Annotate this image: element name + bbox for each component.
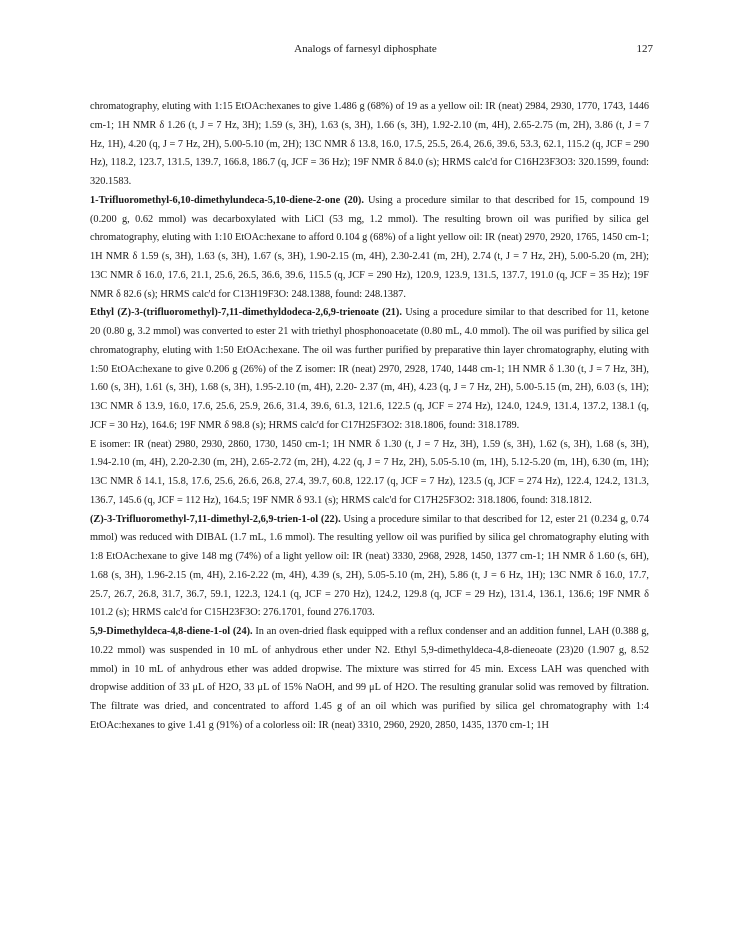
paragraph-compound-21 (90, 304, 649, 435)
page-number: 127 (636, 43, 653, 55)
paragraph-heading: 1-Trifluoromethyl-6,10-dimethylundeca-5,10-diene-2-one (20). (90, 194, 364, 206)
running-title: Analogs of farnesyl diphosphate (294, 43, 437, 55)
paragraph-heading: (Z)-3-Trifluoromethyl-7,11-dimethyl-2,6,9-trien-1-ol (22). (90, 513, 341, 525)
paragraph-heading: Ethyl (Z)-3-(trifluoromethyl)-7,11-dimethyldodeca-2,6,9-trienoate (21). (90, 307, 402, 319)
paragraph-text: In an oven-dried flask equipped with a reflux condenser and an addition funnel, LAH (0.388 g, 10.22 mmol) was suspended in 10 mL of anhydrous ether under N2. Ethyl 5,9-dimethyldeca-4,8-dieneoate (23)20 (1.907 g, 8.52 mmol) in 10 mL of anhydrous ether was added dropwise. The mixture was stirred for 45 min. Excess LAH was quenched with dropwise addition of 33 μL of H2O, 33 μL of 15% NaOH, and 99 μL of H2O. The resulting granular solid was removed by filtration. The filtrate was dried, and concentrated to afford 1.45 g of an oil which was purified by silica gel chromatography with 1:4 EtOAc:hexanes to give 1.41 g (91%) of a colorless oil: IR (neat) 3310, 2960, 2920, 2850, 1435, 1370 cm-1; 1H (90, 626, 649, 731)
paragraph-text: Using a procedure similar to that described for 15, compound 19 (0.200 g, 0.62 mmol) was decarboxylated with LiCl (53 mg, 1.2 mmol). The resulting brown oil was purified by silica gel chromatography, eluting with 1:10 EtOAc:hexane to afford 0.104 g (68%) of a light yellow oil: IR (neat) 2970, 2920, 1765, 1450 cm-1; 1H NMR δ 1.59 (s, 3H), 1.63 (s, 3H), 1.67 (s, 3H), 1.90-2.15 (m, 4H), 2.30-2.41 (m, 2H), 2.74 (t, J = 7 Hz, 2H), 5.00-5.20 (m, 2H); 13C NMR δ 16.0, 17.6, 21.1, 25.6, 26.5, 36.6, 39.6, 115.5 (q, JCF = 290 Hz), 120.9, 123.9, 131.5, 137.7, 191.0 (q, JCF = 35 Hz); 19F NMR δ 82.6 (s); HRMS calc'd for C13H19F3O: 248.1388, found: 248.1387. (90, 194, 649, 300)
paragraph-heading: 5,9-Dimethyldeca-4,8-diene-1-ol (24). (90, 626, 253, 637)
paragraph-compound-20 (90, 192, 649, 305)
paragraph-e-isomer (90, 436, 649, 511)
paragraph-compound-19-continued (90, 98, 649, 192)
paragraph-text: E isomer: IR (neat) 2980, 2930, 2860, 1730, 1450 cm-1; 1H NMR δ 1.30 (t, J = 7 Hz, 3H), 1.59 (s, 3H), 1.62 (s, 3H), 1.68 (s, 3H), 1.94-2.10 (m, 4H), 2.20-2.30 (m, 2H), 2.65-2.72 (m, 2H), 4.22 (q, J = 7 Hz, 2H), 5.05-5.10 (m, 1H), 5.12-5.20 (m, 1H), 6.30 (m, 1H); 13C NMR δ 14.1, 15.8, 17.6, 25.6, 26.6, 26.8, 27.4, 39.7, 60.8, 122.17 (q, JCF = 7 Hz), 123.5 (q, JCF = 274 Hz), 122.4, 124.2, 131.3, 136.7, 145.6 (q, JCF = 112 Hz), 164.5; 19F NMR δ 93.1 (s); HRMS calc'd for C17H25F3O2: 318.1806, found: 318.1812. (90, 438, 649, 506)
paragraph-text: Using a procedure similar to that described for 12, ester 21 (0.234 g, 0.74 mmol) was reduced with DIBAL (1.7 mL, 1.6 mmol). The resulting yellow oil was purified by silica gel chromatography eluting with 1:8 EtOAc:hexane to give 148 mg (74%) of a light yellow oil: IR (neat) 3330, 2968, 2928, 1450, 1377 cm-1; 1H NMR δ 1.60 (s, 6H), 1.68 (s, 3H), 1.96-2.15 (m, 4H), 2.16-2.22 (m, 4H), 4.39 (s, 2H), 5.05-5.10 (m, 2H), 5.86 (t, J = 6 Hz, 1H); 13C NMR δ 16.0, 17.7, 25.7, 26.7, 26.8, 31.7, 36.7, 59.1, 122.3, 124.1 (q, JCF = 270 Hz), 124.2, 129.8 (q, JCF = 29 Hz), 131.4, 136.1, 136.6; 19F NMR δ 101.2 (s); HRMS calc'd for C15H23F3O: 276.1701, found 276.1703. (90, 513, 649, 619)
paragraph-compound-22 (90, 511, 649, 624)
paragraph-text: Using a procedure similar to that described for 11, ketone 20 (0.80 g, 3.2 mmol) was converted to ester 21 with triethyl phosphonoacetate (0.80 mL, 4.0 mmol). The oil was purified by silica gel chromatography, eluting with 1:50 EtOAc:hexane. The oil was further purified by preparative thin layer chromatography, eluting with 1:50 EtOAc:hexane to give 0.206 g (26%) of the Z isomer: IR (neat) 2970, 2928, 1740, 1448 cm-1; 1H NMR δ 1.30 (t, J = 7 Hz, 3H), 1.60 (s, 3H), 1.61 (s, 3H), 1.68 (s, 3H), 1.95-2.10 (m, 4H), 2.20- 2.37 (m, 4H), 4.23 (q, J = 7 Hz, 2H), 5.00-5.15 (m, 2H), 6.03 (s, 1H); 13C NMR δ 13.9, 16.0, 17.6, 25.6, 25.9, 26.6, 31.4, 39.6, 61.3, 121.6, 122.5 (q, JCF = 274 Hz), 124.0, 124.9, 131.4, 137.2, 138.1 (q, JCF = 30 Hz), 164.6; 19F NMR δ 98.8 (s); HRMS calc'd for C17H25F3O2: 318.1806, found: 318.1789. (90, 307, 649, 431)
body-text (90, 98, 649, 736)
paragraph-text: chromatography, eluting with 1:15 EtOAc:hexanes to give 1.486 g (68%) of 19 as a yellow oil: IR (neat) 2984, 2930, 1770, 1743, 1446 cm-1; 1H NMR δ 1.26 (t, J = 7 Hz, 3H); 1.59 (s, 3H), 1.63 (s, 3H), 1.66 (s, 3H), 1.92-2.10 (m, 4H), 2.65-2.75 (m, 2H), 3.86 (t, J = 7 Hz, 1H), 4.20 (q, J = 7 Hz, 2H), 5.00-5.10 (m, 2H); 13C NMR δ 13.8, 16.0, 17.5, 25.5, 26.4, 26.6, 39.6, 53.3, 62.1, 115.2 (q, JCF = 290 Hz), 118.2, 123.7, 131.5, 139.7, 166.8, 186.7 (q, JCF = 36 Hz); 19F NMR δ 84.0 (s); HRMS calc'd for C16H23F3O3: 320.1599, found: 320.1583. (90, 101, 649, 187)
paragraph-compound-24 (90, 623, 649, 736)
